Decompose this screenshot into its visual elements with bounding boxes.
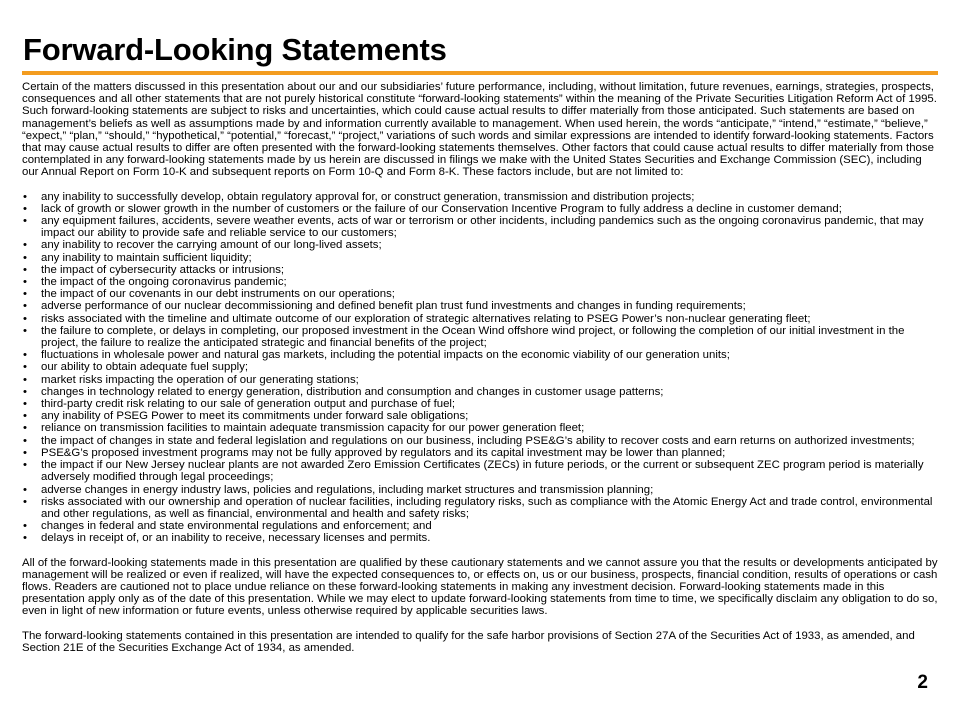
risk-factor-item: • delays in receipt of, or an inability to receive, necessary licenses and permits. xyxy=(22,532,938,544)
risk-factor-item: • the impact of cybersecurity attacks or intrusions; xyxy=(22,264,938,276)
risk-factor-item: • the impact of changes in state and federal legislation and regulations on our business, including PSE&G’s ability to recover costs and earn returns on authorized investments; xyxy=(22,435,938,447)
risk-factor-item: • risks associated with the timeline and ultimate outcome of our exploration of strategic alternatives relating to PSEG Power’s non-nuclear generating fleet; xyxy=(22,313,938,325)
page-number: 2 xyxy=(917,672,928,693)
risk-factor-item: • fluctuations in wholesale power and natural gas markets, including the potential impacts on the economic viability of our generation units; xyxy=(22,349,938,361)
title-divider xyxy=(22,71,938,75)
disclaimer-body xyxy=(22,81,938,654)
risk-factor-item: • market risks impacting the operation of our generating stations; xyxy=(22,374,938,386)
risk-factor-item: • the impact if our New Jersey nuclear plants are not awarded Zero Emission Certificates (ZECs) in future periods, or the current or subsequent ZEC program period is materially adversely modified through legal proceedings; xyxy=(22,459,938,483)
risk-factor-list xyxy=(22,191,938,545)
risk-factor-item: • our ability to obtain adequate fuel supply; xyxy=(22,361,938,373)
risk-factor-item: • any inability of PSEG Power to meet its commitments under forward sale obligations; xyxy=(22,410,938,422)
page-title: Forward-Looking Statements xyxy=(23,32,447,67)
qualification-paragraph: All of the forward-looking statements made in this presentation are qualified by these cautionary statements and we cannot assure you that the results or developments anticipated by management will be realized or even if realized, will have the expected consequences to, or effects on, us or our business, prospects, financial condition, results of operations or cash flows. Readers are cautioned not to place undue reliance on these forward-looking statements in making any investment decision. Forward-looking statements made in this presentation apply only as of the date of this presentation. While we may elect to update forward-looking statements from time to time, we specifically disclaim any obligation to do so, even in light of new information or future events, unless otherwise required by applicable securities laws. xyxy=(22,556,938,618)
risk-factor-item: • changes in federal and state environmental regulations and enforcement; and xyxy=(22,520,938,532)
risk-factor-item: • any inability to recover the carrying amount of our long-lived assets; xyxy=(22,239,938,251)
risk-factor-item: • third-party credit risk relating to our sale of generation output and purchase of fuel; xyxy=(22,398,938,410)
risk-factor-item: • the impact of our covenants in our debt instruments on our operations; xyxy=(22,288,938,300)
safe-harbor-paragraph: The forward-looking statements contained in this presentation are intended to qualify for the safe harbor provisions of Section 27A of the Securities Act of 1933, as amended, and Section 21E of the Securities Exchange Act of 1934, as amended. xyxy=(22,629,915,654)
risk-factor-item: • any equipment failures, accidents, severe weather events, acts of war or terrorism or other incidents, including pandemics such as the ongoing coronavirus pandemic, that may impact our ability to provide safe and reliable service to our customers; xyxy=(22,215,938,239)
risk-factor-item: • adverse performance of our nuclear decommissioning and defined benefit plan trust fund investments and changes in funding requirements; xyxy=(22,300,938,312)
risk-factor-item: • PSE&G’s proposed investment programs may not be fully approved by regulators and its capital investment may be lower than planned; xyxy=(22,447,938,459)
risk-factor-item: • any inability to maintain sufficient liquidity; xyxy=(22,252,938,264)
risk-factor-item: • reliance on transmission facilities to maintain adequate transmission capacity for our power generation fleet; xyxy=(22,422,938,434)
risk-factor-item: • the failure to complete, or delays in completing, our proposed investment in the Ocean Wind offshore wind project, or following the completion of our initial investment in the project, the failure to realize the anticipated strategic and financial benefits of the project; xyxy=(22,325,938,349)
risk-factor-item: • any inability to successfully develop, obtain regulatory approval for, or construct generation, transmission and distribution projects; xyxy=(22,191,938,203)
risk-factor-item: • the impact of the ongoing coronavirus pandemic; xyxy=(22,276,938,288)
risk-factor-item: • lack of growth or slower growth in the number of customers or the failure of our Conservation Incentive Program to fully address a decline in customer demand; xyxy=(22,203,938,215)
risk-factor-item: • changes in technology related to energy generation, distribution and consumption and changes in customer usage patterns; xyxy=(22,386,938,398)
risk-factor-item: • adverse changes in energy industry laws, policies and regulations, including market structures and transmission planning; xyxy=(22,484,938,496)
risk-factor-item: • risks associated with our ownership and operation of nuclear facilities, including regulatory risks, such as compliance with the Atomic Energy Act and trade control, environmental and other regulations, as well as financial, environmental and health and safety risks; xyxy=(22,496,938,520)
intro-paragraph: Certain of the matters discussed in this presentation about our and our subsidiaries’ future performance, including, without limitation, future revenues, earnings, strategies, prospects, consequences and all other statements that are not purely historical constitute “forward-looking statements” within the meaning of the Private Securities Litigation Reform Act of 1995. Such forward-looking statements are subject to risks and uncertainties, which could cause actual results to differ materially from those anticipated. Such statements are based on management’s beliefs as well as assumptions made by and information currently available to management. When used herein, the words “anticipate,” “intend,” “estimate,” “believe,” “expect,” “plan,” “should,” “hypothetical,” “potential,” “forecast,” “project,” variations of such words and similar expressions are intended to identify forward-looking statements. Factors that may cause actual results to differ are often presented with the forward-looking statements themselves. Other factors that could cause actual results to differ materially from those contemplated in any forward-looking statements made by us herein are discussed in filings we make with the United States Securities and Exchange Commission (SEC), including our Annual Report on Form 10-K and subsequent reports on Form 10-Q and Form 8-K. These factors include, but are not limited to: xyxy=(22,81,937,179)
